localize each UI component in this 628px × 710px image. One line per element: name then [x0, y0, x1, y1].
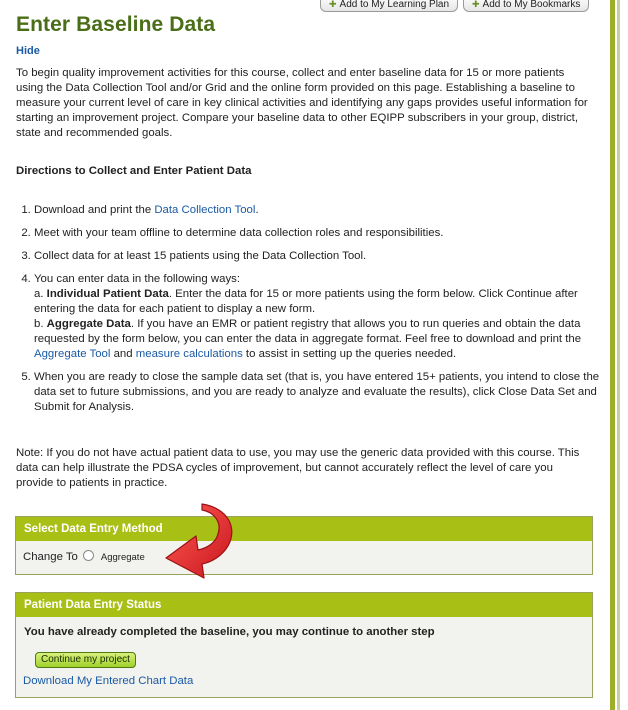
list-item: 1. Download and print the Data Collection Tool. — [34, 203, 610, 218]
directions-heading: Directions to Collect and Enter Patient Data — [16, 165, 252, 177]
plus-icon: ✚ — [329, 0, 337, 9]
panel-header: Patient Data Entry Status — [16, 593, 592, 617]
rail-bar — [610, 0, 615, 710]
add-to-learning-plan-button[interactable]: ✚ Add to My Learning Plan — [320, 0, 458, 12]
panel-header: Select Data Entry Method — [16, 517, 592, 541]
plus-icon: ✚ — [472, 0, 480, 9]
list-item: 5. When you are ready to close the sample data set (that is, you have entered 15+ patients, you intend to close the data set to future submissions, and you are ready to analyze and evaluate the results), click Close Data Set and Submit for Analysis. — [34, 370, 610, 415]
aggregate-radio[interactable] — [83, 550, 94, 561]
data-entry-method-panel — [15, 516, 593, 575]
add-to-bookmarks-button[interactable]: ✚ Add to My Bookmarks — [463, 0, 589, 12]
directions-list — [16, 203, 610, 423]
curved-red-arrow-icon — [158, 498, 248, 586]
aggregate-option-label[interactable]: Aggregate — [100, 552, 145, 563]
change-to-row — [16, 541, 592, 563]
note-paragraph: Note: If you do not have actual patient data to use, you may use the generic data provided with this course. This data can help illustrate the PDSA cycles of improvement, but cannot accurately reflect the level of care you provide to patients in practice. — [16, 447, 580, 489]
list-item: 3. Collect data for at least 15 patients using the Data Collection Tool. — [34, 249, 610, 264]
right-rail — [608, 0, 628, 710]
list-item: 4. You can enter data in the following ways: a. Individual Patient Data. Enter the data for 15 or more patients using the form below. Click Continue after entering the data for each patient to display a new form. b. Aggregate Data. If you have an EMR or patient registry that allows you to run queries and obtain the data requested by the form below, you can enter the data in aggregate format. Feel free to download and print the Aggregate Tool and measure calculations to assist in setting up the queries needed. — [34, 272, 610, 362]
hide-link[interactable]: Hide — [16, 45, 40, 57]
rail-bar-light — [617, 0, 620, 710]
patient-data-status-panel — [15, 592, 593, 698]
measure-calculations-link[interactable]: measure calculations — [135, 348, 243, 360]
intro-paragraph: To begin quality improvement activities for this course, collect and enter baseline data for 15 or more patients using the Data Collection Tool and/or Grid and the online form provided on this page. Establishing a baseline to measure your current level of care in key clinical activities and identifying any gaps provides useful information for starting an improvement project. Compare your baseline data to other EQIPP subscribers in your group, district, state and recommended goals. — [16, 67, 588, 139]
continue-project-button[interactable]: Continue my project — [35, 652, 136, 668]
status-message: You have already completed the baseline, you may continue to another step — [24, 626, 435, 638]
change-to-label: Change To — [23, 551, 78, 563]
download-chart-data-link[interactable]: Download My Entered Chart Data — [23, 675, 194, 687]
aggregate-tool-link[interactable]: Aggregate Tool — [34, 348, 111, 360]
list-item: 2. Meet with your team offline to determine data collection roles and responsibilities. — [34, 226, 610, 241]
page-title: Enter Baseline Data — [16, 13, 216, 36]
data-collection-tool-link[interactable]: Data Collection Tool — [154, 204, 256, 216]
